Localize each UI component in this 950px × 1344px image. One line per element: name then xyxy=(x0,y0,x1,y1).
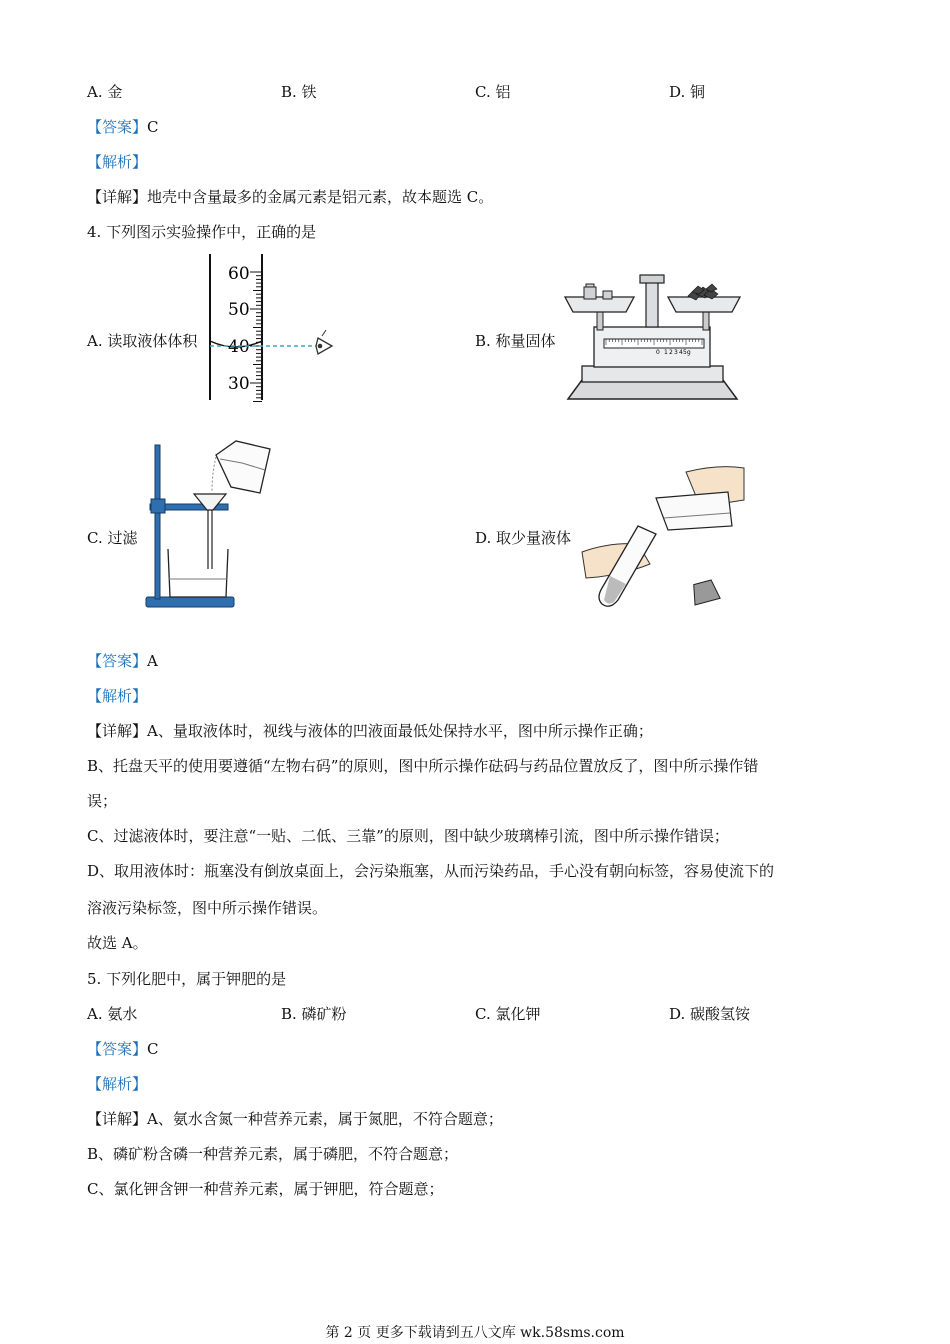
option-c-label: C. 过滤 xyxy=(87,529,138,547)
balance-scale-5: 5g xyxy=(683,349,691,356)
q5-analysis-tag: 【解析】 xyxy=(87,1075,148,1093)
q5-answer-line xyxy=(87,1039,159,1059)
pouring-beaker xyxy=(216,441,270,493)
answer-line xyxy=(87,117,159,137)
cylinder-figure xyxy=(200,252,345,404)
answer-tag: 【答案】 xyxy=(87,118,148,136)
analysis-tag: 【解析】 xyxy=(87,153,148,171)
detail-tag: 【详解】 xyxy=(87,188,148,206)
cylinder-scale xyxy=(250,272,262,404)
page-footer: 第 2 页 更多下载请到五八文库 wk.58sms.com xyxy=(325,1325,625,1341)
q5-detail-line1 xyxy=(87,1109,503,1129)
cylinder-label-30: 30 xyxy=(228,374,250,394)
balance-scale-4: 4 xyxy=(679,349,683,356)
q5-option-b: B. 磷矿粉 xyxy=(281,1005,347,1023)
liquid-stream xyxy=(212,457,216,492)
cylinder-label-40: 40 xyxy=(228,337,250,357)
balance-scale-0: 0 xyxy=(656,349,660,356)
q4-conclusion: 故选 A。 xyxy=(87,934,148,952)
detail-text: 地壳中含量最多的金属元素是铝元素，故本题选 C。 xyxy=(147,188,494,206)
option-a: A. 金 xyxy=(87,83,123,101)
option-c: C. 铝 xyxy=(475,83,511,101)
q4-detail-line2: B、托盘天平的使用要遵循“左物右码”的原则，图中所示操作砝码与药品位置放反了，图中所示操作错 xyxy=(87,757,759,775)
q4-detail-line3: 误； xyxy=(87,792,118,810)
q4-answer-tag: 【答案】 xyxy=(87,652,148,670)
q5-option-c: C. 氯化钾 xyxy=(475,1005,541,1023)
filtration-figure xyxy=(138,437,280,612)
q4-detail-line5: D、取用液体时：瓶塞没有倒放桌面上，会污染瓶塞，从而污染药品，手心没有朝向标签，容易使流下的 xyxy=(87,862,775,880)
q5-option-a: A. 氨水 xyxy=(87,1005,138,1023)
q5-answer-tag: 【答案】 xyxy=(87,1040,148,1058)
eye-icon xyxy=(316,330,332,354)
question-4-stem: 4. 下列图示实验操作中，正确的是 xyxy=(87,223,317,241)
option-d: D. 铜 xyxy=(669,83,706,101)
left-pan xyxy=(565,297,634,312)
weight-large-knob xyxy=(586,284,594,287)
q4-answer-value: A xyxy=(147,652,158,670)
clamp-boss xyxy=(151,499,165,513)
option-b: B. 铁 xyxy=(281,83,317,101)
cylinder-label-50: 50 xyxy=(228,300,250,320)
q5-detail-text1: A、氨水含氮一种营养元素，属于氮肥，不符合题意； xyxy=(147,1110,503,1128)
balance-body xyxy=(582,366,723,382)
balance-scale-3: 3 xyxy=(674,349,678,356)
detail-line xyxy=(87,187,493,207)
option-d-label: D. 取少量液体 xyxy=(475,529,572,547)
q4-detail-tag: 【详解】 xyxy=(87,722,148,740)
q5-detail-tag: 【详解】 xyxy=(87,1110,148,1128)
balance-pointer-head xyxy=(640,275,664,283)
q5-detail-line3: C、氯化钾含钾一种营养元素，属于钾肥，符合题意； xyxy=(87,1180,444,1198)
q5-answer-value: C xyxy=(147,1040,159,1058)
weight-small-icon xyxy=(603,291,612,299)
question-5-stem: 5. 下列化肥中，属于钾肥的是 xyxy=(87,970,287,988)
q4-analysis-tag: 【解析】 xyxy=(87,687,148,705)
cylinder-label-60: 60 xyxy=(228,264,250,284)
option-b-label: B. 称量固体 xyxy=(475,332,556,350)
iron-stand-rod xyxy=(155,445,160,599)
q4-detail-line4: C、过滤液体时，要注意“一贴、二低、三靠”的原则，图中缺少玻璃棒引流，图中所示操作错误； xyxy=(87,827,729,845)
bottle-stopper xyxy=(690,579,720,605)
balance-scale-1: 1 xyxy=(664,349,668,356)
beaker xyxy=(168,549,228,597)
right-pan xyxy=(668,297,740,312)
reagent-bottle xyxy=(656,492,732,530)
q4-detail-line6: 溶液污染标签，图中所示操作错误。 xyxy=(87,899,328,917)
q4-answer-line xyxy=(87,651,158,671)
q4-detail-text1: A、量取液体时，视线与液体的凹液面最低处保持水平，图中所示操作正确； xyxy=(147,722,653,740)
balance-scale-2: 2 xyxy=(669,349,673,356)
q4-detail-line1 xyxy=(87,721,653,741)
take-liquid-figure xyxy=(580,460,750,610)
balance-base xyxy=(568,380,737,399)
q5-option-d: D. 碳酸氢铵 xyxy=(669,1005,751,1023)
balance-figure xyxy=(560,272,745,407)
answer-value: C xyxy=(147,118,159,136)
balance-pointer-column xyxy=(646,280,658,327)
q5-detail-line2: B、磷矿粉含磷一种营养元素，属于磷肥，不符合题意； xyxy=(87,1145,459,1163)
weight-large-icon xyxy=(584,287,596,299)
option-a-label: A. 读取液体体积 xyxy=(87,332,198,350)
